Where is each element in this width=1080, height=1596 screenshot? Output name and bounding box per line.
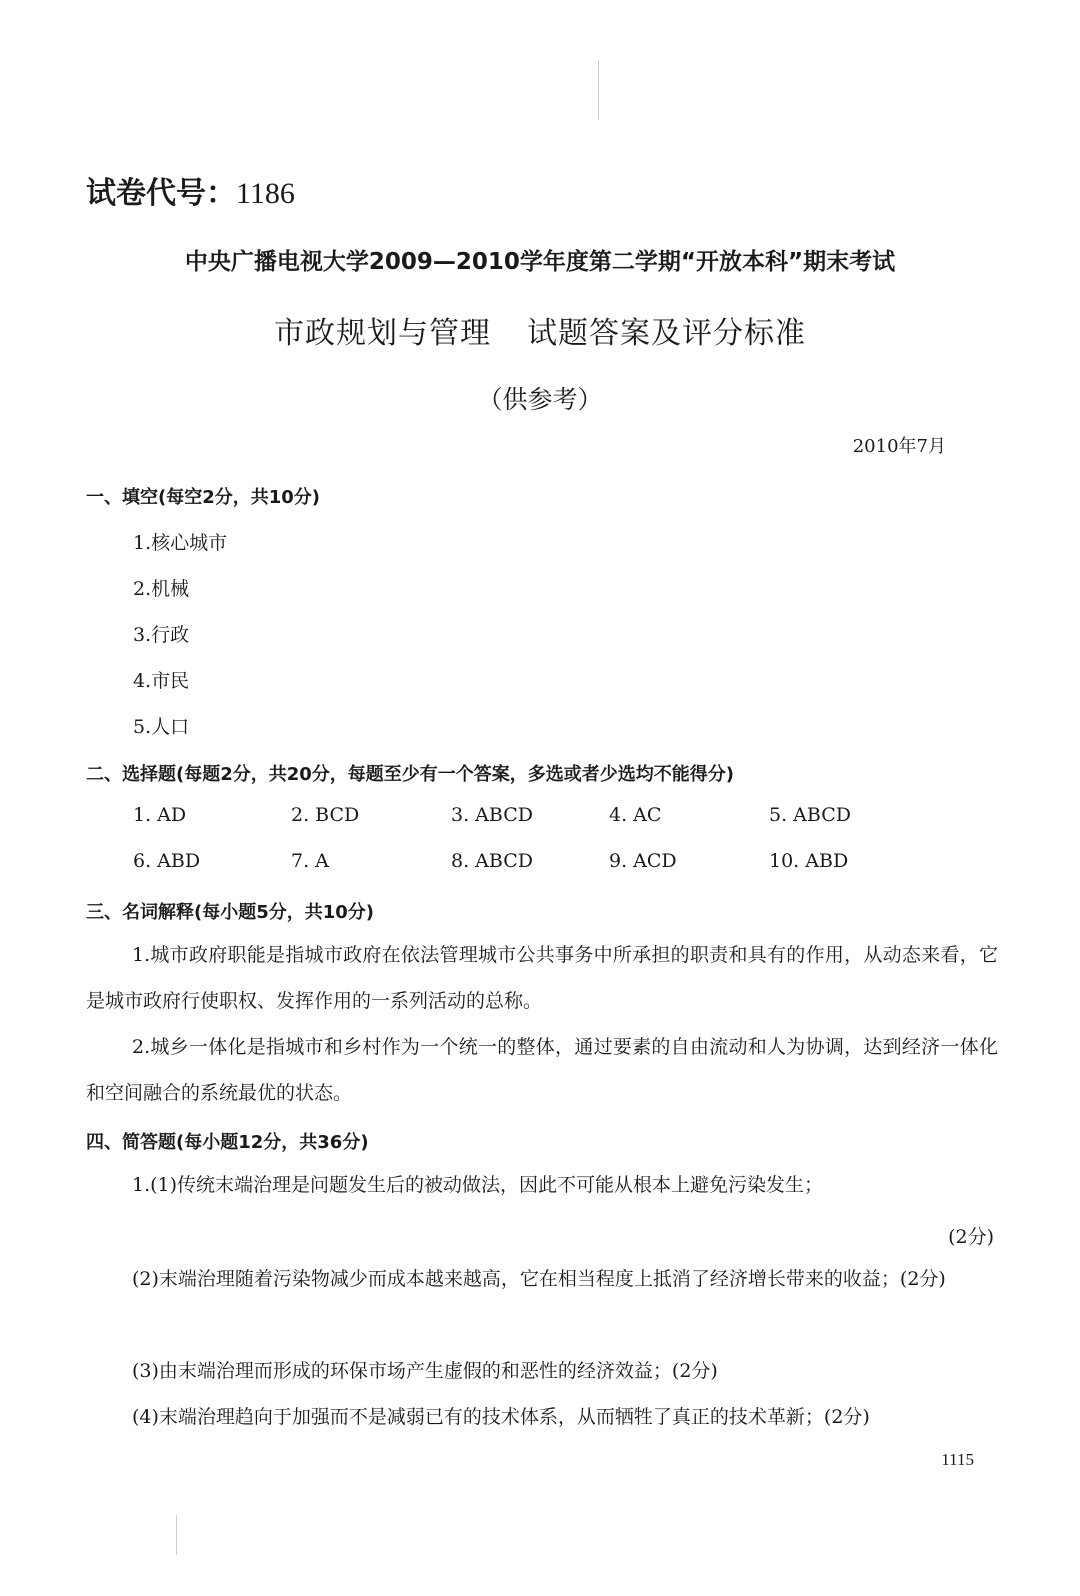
- choice-answer: 5. ABCD: [769, 804, 851, 826]
- choice-answer: 4. AC: [609, 804, 662, 826]
- section-short-heading: 四、简答题(每小题12分，共36分): [86, 1132, 369, 1153]
- term-definition: 2.城乡一体化是指城市和乡村作为一个统一的整体，通过要素的自由流动和人为协调，达到经济一体化和空间融合的系统最优的状态。: [86, 1036, 998, 1104]
- choice-answer: 2. BCD: [291, 804, 360, 826]
- exam-date: 2010年7月: [852, 436, 946, 457]
- choice-answers-row: [133, 804, 953, 826]
- choice-answer: 10. ABD: [769, 850, 849, 872]
- paper-code-label: 试卷代号：: [86, 176, 236, 211]
- section-terms-heading: 三、名词解释(每小题5分，共10分): [86, 902, 375, 923]
- scan-artifact: [176, 1515, 177, 1555]
- score-note: (2分): [948, 1226, 994, 1248]
- page-number: 1115: [941, 1450, 974, 1469]
- fill-answer: 1.核心城市: [133, 532, 228, 554]
- short-answer-line: 1.(1)传统末端治理是问题发生后的被动做法，因此不可能从根本上避免污染发生；: [132, 1174, 824, 1196]
- choice-answer: 6. ABD: [133, 850, 201, 872]
- doc-type: 试题答案及评分标准: [527, 316, 806, 351]
- course-title: [0, 308, 1080, 352]
- choice-answer: 1. AD: [133, 804, 187, 826]
- fill-answer: 2.机械: [133, 578, 190, 600]
- section-fill-heading: 一、填空(每空2分，共10分): [86, 487, 321, 508]
- choice-answer: 8. ABCD: [451, 850, 533, 872]
- exam-title: 中央广播电视大学2009—2010学年度第二学期“开放本科”期末考试: [184, 249, 896, 275]
- paper-code: [86, 168, 295, 212]
- choice-answers-row: [133, 850, 953, 872]
- choice-answer: 3. ABCD: [451, 804, 533, 826]
- short-answer-line: (4)末端治理趋向于加强而不是减弱已有的技术体系，从而牺牲了真正的技术革新；(2分): [132, 1406, 870, 1428]
- paper-code-value: 1186: [236, 177, 295, 210]
- section-choice-heading: 二、选择题(每题2分，共20分，每题至少有一个答案，多选或者少选均不能得分): [86, 764, 735, 785]
- short-answer-line: (2)末端治理随着污染物减少而成本越来越高，它在相当程度上抵消了经济增长带来的收益；(2分): [132, 1268, 946, 1290]
- choice-answer: 9. ACD: [609, 850, 677, 872]
- choice-answer: 7. A: [291, 850, 329, 872]
- reference-note: （供参考）: [477, 385, 603, 414]
- term-definition: 1.城市政府职能是指城市政府在依法管理城市公共事务中所承担的职责和具有的作用，从动态来看，它是城市政府行使职权、发挥作用的一系列活动的总称。: [86, 944, 998, 1012]
- fill-answer: 5.人口: [133, 716, 190, 738]
- fill-answer: 4.市民: [133, 670, 190, 692]
- short-answer-line: (3)由末端治理而形成的环保市场产生虚假的和恶性的经济效益；(2分): [132, 1360, 718, 1382]
- scan-artifact: [598, 60, 599, 120]
- fill-answer: 3.行政: [133, 624, 190, 646]
- course-name: 市政规划与管理: [274, 316, 491, 351]
